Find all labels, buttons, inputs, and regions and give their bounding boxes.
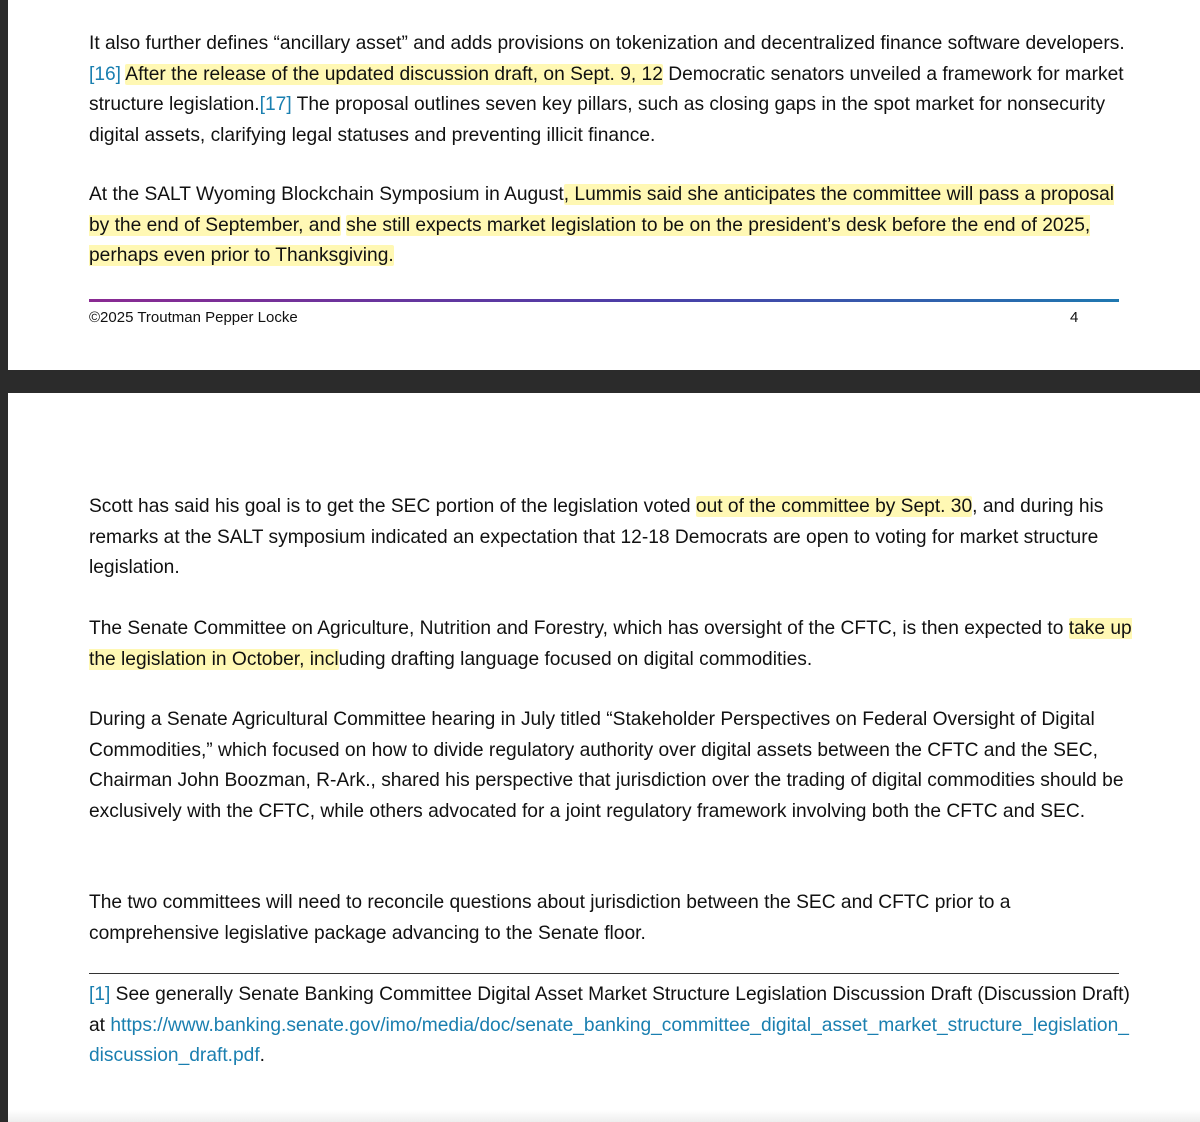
paragraph-ancillary-asset: It also further defines “ancillary asset” and adds provisions on tokenization and decentralized finance software developers.[16] After the release of the updated discussion draft, on Sept. 9, 12 Democratic senators unveiled a framework for market structure legislation.[17] The proposal outlines seven key pillars, such as closing gaps in the spot market for nonsecurity digital assets, clarifying legal statuses and preventing illicit finance.	[89, 33, 1125, 146]
footnote-1: [1] See generally Senate Banking Committee Digital Asset Market Structure Legislation Discussion Draft (Discussion Draft) at https://www.banking.senate.gov/imo/media/doc/senate_banking_committee_digital_asset_market_structure_legislation_discussion_draft.pdf.	[89, 984, 1130, 1066]
paragraph-scott-goal: Scott has said his goal is to get the SEC portion of the legislation voted out of the committee by Sept. 30, and during his remarks at the SALT symposium indicated an expectation that 12-18 Democrats are open to voting for market structure legislation.	[89, 496, 1104, 578]
highlight-release-date: After the release of the updated discussion draft, on Sept. 9, 12	[125, 63, 663, 85]
document-page-4	[8, 0, 1200, 370]
footer-copyright: ©2025 Troutman Pepper Locke	[89, 309, 298, 326]
document-page-5	[8, 393, 1200, 1122]
footnote-url-link[interactable]: https://www.banking.senate.gov/imo/media/doc/senate_banking_committee_digital_asset_market_structure_legislation_discussion_draft.pdf	[89, 1014, 1129, 1066]
paragraph-senate-agriculture: The Senate Committee on Agriculture, Nutrition and Forestry, which has oversight of the CFTC, is then expected to take up the legislation in October, including drafting language focused on digital commodities.	[89, 618, 1132, 670]
footer-gradient-rule	[89, 299, 1119, 302]
footer-page-number: 4	[1070, 309, 1079, 326]
footnote-separator	[89, 973, 1119, 974]
highlight-lummis-committee: , Lummis said she anticipates the committee will pass a proposal by the end of September, and	[89, 184, 1115, 236]
highlight-sept-30: out of the committee by Sept. 30	[695, 496, 973, 517]
highlight-october: take up the legislation in October, incl	[89, 618, 1132, 670]
footnote-ref-16[interactable]: [16]	[89, 63, 122, 85]
page-bottom-shadow	[8, 1110, 1200, 1122]
paragraph-reconcile: The two committees will need to reconcile questions about jurisdiction between the SEC and CFTC prior to a comprehensive legislative package advancing to the Senate floor.	[89, 892, 1011, 944]
highlight-presidents-desk: she still expects market legislation to be on the president’s desk before the end of 2025, perhaps even prior to Thanksgiving.	[89, 214, 1091, 266]
footnote-marker-1[interactable]: [1]	[89, 984, 111, 1005]
footnote-ref-17[interactable]: [17]	[259, 94, 292, 115]
paragraph-hearing-july: During a Senate Agricultural Committee hearing in July titled “Stakeholder Perspectives on Federal Oversight of Digital Commodities,” which focused on how to divide regulatory authority over digital assets between the CFTC and the SEC, Chairman John Boozman, R-Ark., shared his perspective that jurisdiction over the trading of digital commodities should be exclusively with the CFTC, while others advocated for a joint regulatory framework involving both the CFTC and SEC.	[89, 709, 1124, 822]
paragraph-salt-wyoming: At the SALT Wyoming Blockchain Symposium in August, Lummis said she anticipates the committee will pass a proposal by the end of September, and she still expects market legislation to be on the president’s desk before the end of 2025, perhaps even prior to Thanksgiving.	[89, 184, 1115, 266]
